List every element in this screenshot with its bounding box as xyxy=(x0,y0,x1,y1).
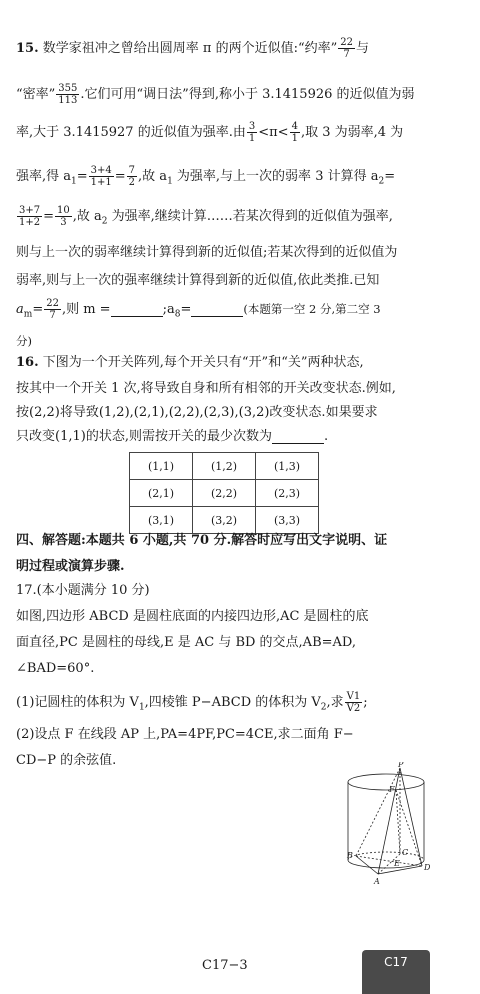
q16-line-4: 只改变(1,1)的状态,则需按开关的最少次数为 . xyxy=(16,429,329,444)
q15-line-6: 则与上一次的弱率继续计算得到新的近似值;若某次得到的近似值为 xyxy=(16,245,398,260)
grid-cell: (2,2) xyxy=(193,480,256,507)
grid-cell: (3,1) xyxy=(130,507,193,534)
label-e: E xyxy=(394,859,400,868)
q15-line-4: 强率,得 $a_1=$ $\frac{3+4}{1+1}$ = $\frac{7}{2}$ ,故 $a_1$ 为强率,与上一次的弱率 3 计算得 $a_2=$ xyxy=(16,165,396,188)
q17-line-2: 面直径,PC 是圆柱的母线,E 是 AC 与 BD 的交点,AB=AD, xyxy=(16,635,356,650)
section-tab: C17 xyxy=(362,950,430,994)
label-p: P xyxy=(398,762,404,769)
label-b: B xyxy=(347,851,353,860)
grid-cell: (2,3) xyxy=(256,480,319,507)
q17-part-2-cont: CD−P 的余弦值. xyxy=(16,753,117,768)
q15-number: 15. xyxy=(16,41,39,56)
q17-line-3: ∠BAD=60°. xyxy=(16,661,95,676)
q15-line-7: 弱率,则与上一次的强率继续计算得到新的近似值,依此类推.已知 xyxy=(16,273,380,288)
cylinder-figure xyxy=(338,762,434,892)
q16-line-3: 按(2,2)将导致(1,2),(2,1),(2,2),(2,3),(3,2)改变状态.如果要求 xyxy=(16,405,378,420)
q15-line-2: “密率” $\frac{355}{113}$ .它们可用“调日法”得到,称小于 3.1415926 的近似值为弱 xyxy=(16,83,415,106)
grid-cell: (2,1) xyxy=(130,480,193,507)
label-f: F xyxy=(389,785,395,794)
label-a: A xyxy=(374,877,380,886)
q15-line-1: 15. 数学家祖冲之曾给出圆周率 π 的两个近似值:“约率” $\frac{22}{7}$ 与 xyxy=(16,37,369,60)
q17-line-1: 如图,四边形 ABCD 是圆柱底面的内接四边形,AC 是圆柱的底 xyxy=(16,609,369,624)
fraction: $\frac{22}{7}$ xyxy=(340,37,353,60)
q17-header: 17.(本小题满分 10 分) xyxy=(16,583,150,598)
label-c: C xyxy=(402,848,409,857)
answer-blank-q16[interactable] xyxy=(272,429,324,444)
q15-line-8: $a_m=$ $\frac{22}{7}$ ,则 $m = ;a_8=$ (本题第一空 2 分,第二空 3 xyxy=(16,298,381,321)
q15-line-3: 率,大于 3.1415927 的近似值为强率.由 $\frac{3}{1}$ <π< $\frac{4}{1}$ ,取 3 为弱率,4 为 xyxy=(16,121,404,144)
grid-row xyxy=(130,453,319,480)
q15-line-5: $\frac{3+7}{1+2}$ = $\frac{10}{3}$ ,故 $a_2$ 为强率,继续计算……若某次得到的近似值为强率, xyxy=(19,205,393,228)
q16-line-2: 按其中一个开关 1 次,将导致自身和所有相邻的开关改变状态.例如, xyxy=(16,381,396,396)
section-4-heading-cont: 明过程或演算步骤. xyxy=(16,559,125,574)
fraction: $\frac{355}{113}$ xyxy=(58,83,78,106)
grid-cell: (1,2) xyxy=(193,453,256,480)
grid-cell: (3,2) xyxy=(193,507,256,534)
page-number: C17−3 xyxy=(202,958,248,973)
q16-line-1: 16. 下图为一个开关阵列,每个开关只有“开”和“关”两种状态, xyxy=(16,355,364,370)
answer-blank-m[interactable] xyxy=(111,302,163,317)
q17-part-1: (1)记圆柱的体积为 $V_1$,四棱锥 P−ABCD 的体积为 $V_2$,求 $\frac{V1}{V2}$ ; xyxy=(16,691,368,714)
grid-cell: (3,3) xyxy=(256,507,319,534)
q16-number: 16. xyxy=(16,355,39,370)
q17-part-2: (2)设点 F 在线段 AP 上,PA=4PF,PC=4CE,求二面角 F− xyxy=(16,727,354,742)
answer-blank-a8[interactable] xyxy=(191,302,243,317)
switch-grid-table xyxy=(129,452,319,534)
label-d: D xyxy=(424,863,431,872)
q15-line-9: 分) xyxy=(16,334,32,348)
section-4-heading: 四、解答题:本题共 6 小题,共 70 分.解答时应写出文字说明、证 xyxy=(16,533,388,548)
grid-cell: (1,1) xyxy=(130,453,193,480)
grid-row xyxy=(130,480,319,507)
grid-cell: (1,3) xyxy=(256,453,319,480)
